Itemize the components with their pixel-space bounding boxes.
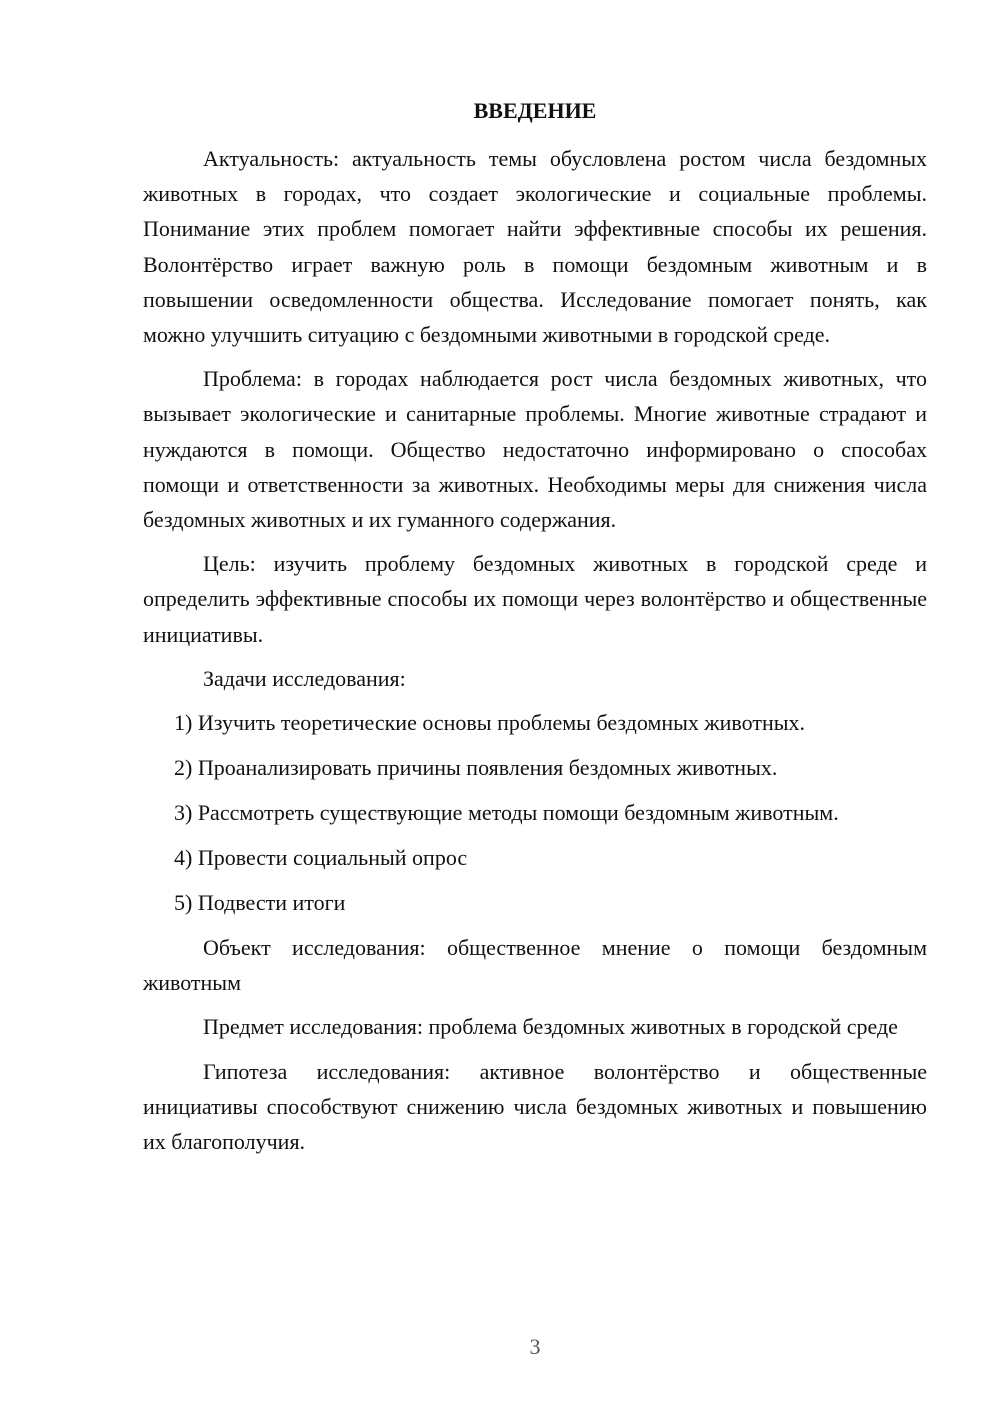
task-item-5: 5) Подвести итоги bbox=[174, 890, 346, 916]
task-item-3: 3) Рассмотреть существующие методы помощи бездомным животным. bbox=[174, 800, 839, 826]
paragraph-relevance: Актуальность: актуальность темы обусловлена ростом числа бездомных животных в городах, что создает экологические и социальные проблемы. Понимание этих проблем помогает найти эффективные способы их решения. Волонтёрство играет важную роль в помощи бездомным животным и в повышении осведомленности общества. Исследование помогает понять, как можно улучшить ситуацию с бездомными животными в городской среде. bbox=[143, 146, 927, 348]
tasks-list bbox=[143, 705, 927, 920]
document-body bbox=[143, 141, 927, 1168]
task-item-1: 1) Изучить теоретические основы проблемы бездомных животных. bbox=[174, 710, 806, 736]
paragraph-goal: Цель: изучить проблему бездомных животных в городской среде и определить эффективные способы их помощи через волонтёрство и общественные инициативы. bbox=[143, 551, 927, 647]
paragraph-problem: Проблема: в городах наблюдается рост числа бездомных животных, что вызывает экологические и санитарные проблемы. Многие животные страдают и нуждаются в помощи. Общество недостаточно информировано о способах помощи и ответственности за животных. Необходимы меры для снижения числа бездомных животных и их гуманного содержания. bbox=[143, 366, 927, 533]
task-item-2: 2) Проанализировать причины появления бездомных животных. bbox=[174, 755, 778, 781]
paragraph-object: Объект исследования: общественное мнение о помощи бездомным животным bbox=[143, 935, 927, 996]
tasks-heading: Задачи исследования: bbox=[203, 665, 406, 691]
page-number: 3 bbox=[529, 1334, 541, 1359]
paragraph-subject: Предмет исследования: проблема бездомных животных в городской среде bbox=[203, 1014, 898, 1040]
task-item-4: 4) Провести социальный опрос bbox=[174, 845, 468, 871]
section-title: ВВЕДЕНИЕ bbox=[473, 98, 597, 123]
paragraph-hypothesis: Гипотеза исследования: активное волонтёрство и общественные инициативы способствуют снижению числа бездомных животных и повышению их благополучия. bbox=[143, 1058, 927, 1155]
